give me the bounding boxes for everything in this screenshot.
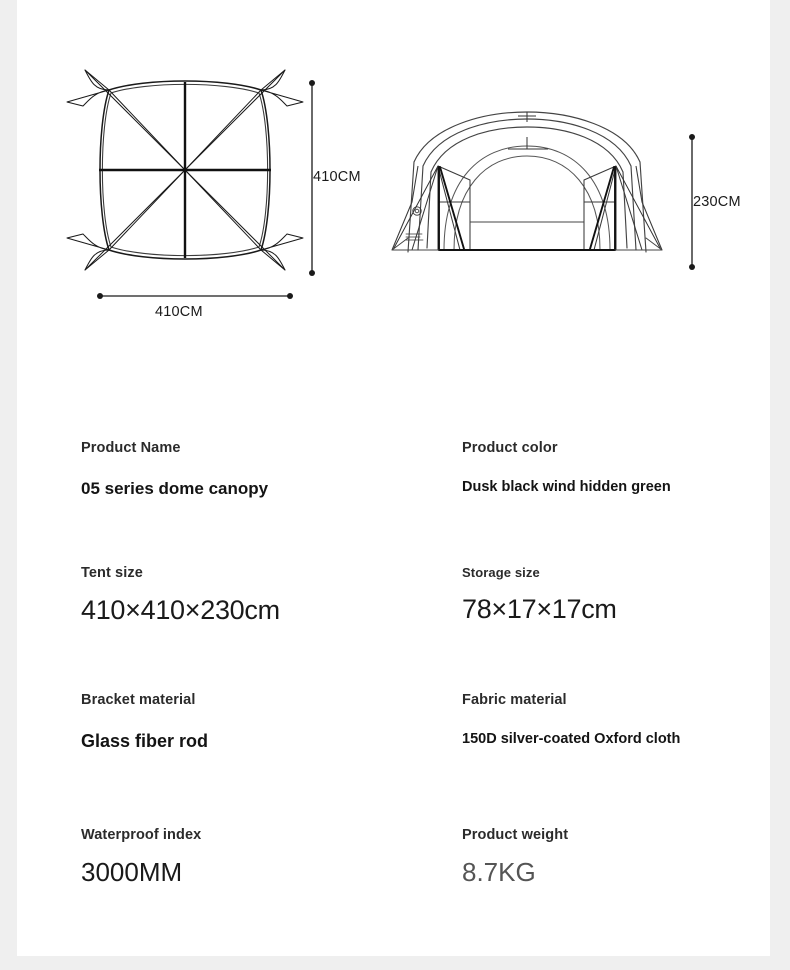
tent-top-view (65, 60, 305, 280)
spec-label-fabric-material: Fabric material (462, 692, 567, 708)
spec-label-storage-size: Storage size (462, 565, 540, 580)
spec-cell-bracket-material (17, 692, 407, 827)
dimension-label-230cm-height: 230CM (693, 194, 741, 210)
spec-value-storage-size: 78×17×17cm (462, 594, 617, 624)
dimension-label-410cm-width: 410CM (155, 304, 203, 320)
tent-top-view-svg (65, 60, 305, 280)
tent-side-view-svg (382, 110, 672, 270)
spec-value-product-name: 05 series dome canopy (81, 479, 269, 498)
product-spec-page (17, 0, 770, 956)
spec-label-product-weight: Product weight (462, 827, 569, 843)
spec-row-bracket-fabric-material (17, 692, 770, 827)
spec-label-waterproof-index: Waterproof index (81, 827, 202, 843)
spec-value-waterproof-index: 3000MM (81, 857, 183, 887)
spec-cell-product-weight (407, 827, 770, 937)
specification-table (17, 440, 770, 937)
spec-value-fabric-material: 150D silver-coated Oxford cloth (462, 731, 681, 747)
spec-cell-storage-size (407, 565, 770, 692)
tent-side-view (382, 110, 672, 270)
spec-cell-product-color (407, 440, 770, 565)
spec-row-product-name-color (17, 440, 770, 565)
spec-cell-fabric-material (407, 692, 770, 827)
spec-label-tent-size: Tent size (81, 565, 143, 581)
spec-label-product-color: Product color (462, 440, 558, 456)
spec-label-product-name: Product Name (81, 440, 181, 456)
dimension-label-410cm-height: 410CM (313, 169, 361, 185)
spec-value-bracket-material: Glass fiber rod (81, 731, 209, 751)
spec-row-tent-storage-size (17, 565, 770, 692)
spec-label-bracket-material: Bracket material (81, 692, 196, 708)
spec-value-product-color: Dusk black wind hidden green (462, 479, 671, 495)
spec-cell-tent-size (17, 565, 407, 692)
spec-value-tent-size: 410×410×230cm (81, 595, 280, 625)
dimension-line-horizontal-410 (95, 289, 295, 303)
spec-value-product-weight: 8.7KG (462, 857, 536, 887)
diagram-section (17, 0, 770, 400)
spec-cell-waterproof-index (17, 827, 407, 937)
spec-row-waterproof-weight (17, 827, 770, 937)
spec-cell-product-name (17, 440, 407, 565)
